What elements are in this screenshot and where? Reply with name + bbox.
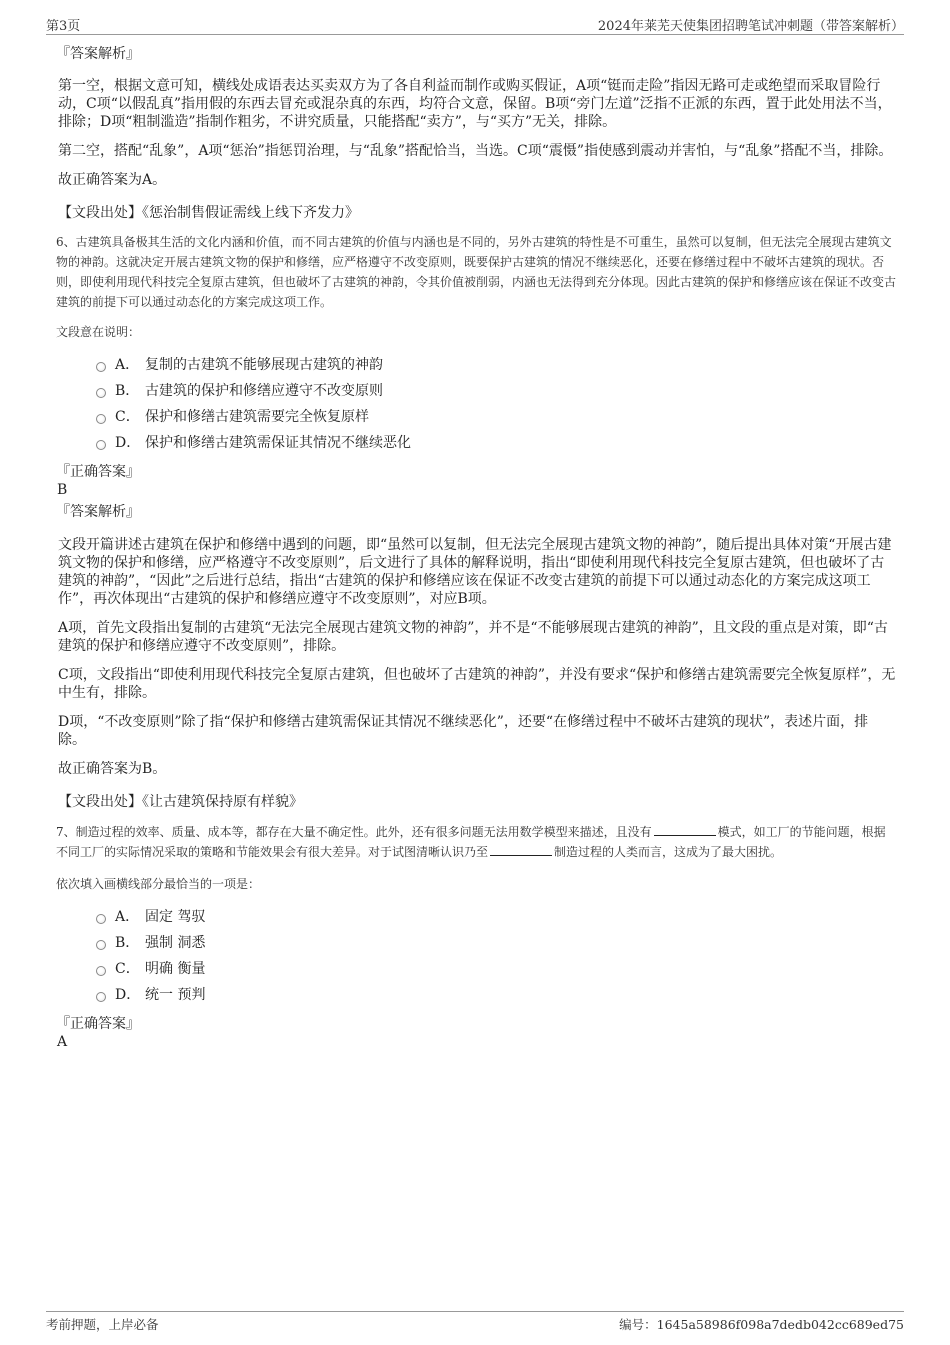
question-prompt: 文段意在说明： <box>56 325 141 339</box>
correct-answer: A <box>57 1034 68 1050</box>
radio-icon[interactable] <box>96 914 106 924</box>
option-c[interactable] <box>96 956 896 982</box>
stem-text: 7、制造过程的效率、质量、成本等，都存在大量不确定性。此外，还有很多问题无法用数学模型来描述，且没有 <box>56 825 652 839</box>
analysis-paragraph: 第二空，搭配“乱象”，A项“惩治”指惩罚治理，与“乱象”搭配恰当，当选。C项“震慑”指使感到震动并害怕，与“乱象”搭配不当，排除。 <box>58 143 893 159</box>
fill-blank <box>654 823 716 836</box>
document-serial: 编号：1645a58986f098a7dedb042cc689ed75 <box>619 1317 904 1332</box>
analysis-paragraph: 第一空，根据文意可知，横线处成语表达买卖双方为了各自利益而制作或购买假证，A项“铤而走险”指因无路可走或绝望而采取冒险行动，C项“以假乱真”指用假的东西去冒充或混杂真的东西，均符合文意，保留。B项“旁门左道”泛指不正派的东西，置于此处用法不当，排除；D项“粗制滥造”指制作粗劣，不讲究质量，只能搭配“卖方”，与“买方”无关，排除。 <box>58 78 892 130</box>
radio-icon[interactable] <box>96 388 106 398</box>
option-text: 复制的古建筑不能够展现古建筑的神韵 <box>145 357 383 373</box>
passage-source: 【文段出处】《让古建筑保持原有样貌》 <box>58 794 303 810</box>
option-d[interactable] <box>96 430 896 456</box>
stem-text: 制造过程的人类而言，这成为了最大困扰。 <box>554 845 783 859</box>
page-number: 第3页 <box>46 19 81 34</box>
radio-icon[interactable] <box>96 992 106 1002</box>
page-content <box>56 44 896 1050</box>
question-prompt: 依次填入画横线部分最恰当的一项是： <box>56 877 261 891</box>
radio-icon[interactable] <box>96 440 106 450</box>
radio-icon[interactable] <box>96 966 106 976</box>
option-list <box>96 904 896 1008</box>
question-stem: 6、古建筑具备极其生活的文化内涵和价值，而不同古建筑的价值与内涵也是不同的，另外古建筑的特性是不可重生，虽然可以复制，但无法完全展现古建筑文物的神韵。这就决定开展古建筑文物的保护和修缮，应严格遵守不改变原则，既要保护古建筑的情况不继续恶化，还要在修缮过程中不破坏古建筑的现状。否则，即使利用现代科技完全复原古建筑，但也破坏了古建筑的神韵，令其价值被削弱，内涵也无法得到充分体现。因此古建筑的保护和修缮应该在保证不改变古建筑的前提下可以通过动态化的方案完成这项工作。 <box>56 235 897 309</box>
analysis-conclusion: 故正确答案为B。 <box>58 761 167 777</box>
option-b[interactable] <box>96 930 896 956</box>
option-letter: D． <box>115 987 141 1003</box>
analysis-paragraph: C项，文段指出“即使利用现代科技完全复原古建筑，但也破坏了古建筑的神韵”，并没有要求“保护和修缮古建筑需要完全恢复原样”，无中生有，排除。 <box>58 667 896 701</box>
correct-answer-label: 『正确答案』 <box>56 1016 140 1032</box>
fill-blank <box>490 843 552 856</box>
passage-source: 【文段出处】《惩治制售假证需线上线下齐发力》 <box>58 205 359 221</box>
option-letter: C． <box>115 961 140 977</box>
option-text: 强制 洞悉 <box>145 935 206 951</box>
radio-icon[interactable] <box>96 940 106 950</box>
analysis-label: 『答案解析』 <box>56 46 140 62</box>
option-text: 保护和修缮古建筑需要完全恢复原样 <box>145 409 369 425</box>
page-header <box>46 14 904 35</box>
option-c[interactable] <box>96 404 896 430</box>
option-text: 统一 预判 <box>145 987 206 1003</box>
analysis-conclusion: 故正确答案为A。 <box>58 172 167 188</box>
option-text: 古建筑的保护和修缮应遵守不改变原则 <box>145 383 383 399</box>
correct-answer-label: 『正确答案』 <box>56 464 140 480</box>
option-text: 保护和修缮古建筑需保证其情况不继续恶化 <box>145 435 411 451</box>
option-text: 固定 驾驭 <box>145 909 206 925</box>
footer-slogan: 考前押题，上岸必备 <box>46 1317 159 1332</box>
option-letter: A． <box>115 357 140 373</box>
correct-answer: B <box>57 482 68 498</box>
option-b[interactable] <box>96 378 896 404</box>
analysis-paragraph: A项，首先文段指出复制的古建筑“无法完全展现古建筑文物的神韵”，并不是“不能够展现古建筑的神韵”，且文段的重点是对策，即“古建筑的保护和修缮应遵守不改变原则”，排除。 <box>58 620 888 654</box>
option-a[interactable] <box>96 352 896 378</box>
analysis-label: 『答案解析』 <box>56 504 140 520</box>
document-title: 2024年莱芜天使集团招聘笔试冲刺题（带答案解析） <box>597 19 904 34</box>
option-letter: C． <box>115 409 140 425</box>
option-letter: B． <box>115 935 140 951</box>
stem-text: 模式，如工厂的节能问题，根据不同工厂的实际情况采取的策略和节能效果会有很大差异。对于试图清晰认识乃至 <box>56 825 886 859</box>
option-a[interactable] <box>96 904 896 930</box>
option-list <box>96 352 896 456</box>
option-letter: D． <box>115 435 141 451</box>
option-text: 明确 衡量 <box>145 961 206 977</box>
option-letter: B． <box>115 383 140 399</box>
option-letter: A． <box>115 909 140 925</box>
radio-icon[interactable] <box>96 362 106 372</box>
analysis-paragraph: D项，“不改变原则”除了指“保护和修缮古建筑需保证其情况不继续恶化”，还要“在修缮过程中不破坏古建筑的现状”，表述片面，排除。 <box>58 714 869 748</box>
analysis-paragraph: 文段开篇讲述古建筑在保护和修缮中遇到的问题，即“虽然可以复制，但无法完全展现古建筑文物的神韵”，随后提出具体对策“开展古建筑文物的保护和修缮，应严格遵守不改变原则”，后文进行了具体的解释说明，指出“即使利用现代科技完全复原古建筑，但也破坏了古建筑的神韵”，“因此”之后进行总结，指出“古建筑的保护和修缮应该在保证不改变古建筑的前提下可以通过动态化的方案完成这项工作”，再次体现出“古建筑的保护和修缮应遵守不改变原则”，对应B项。 <box>58 537 892 607</box>
radio-icon[interactable] <box>96 414 106 424</box>
page-footer <box>46 1311 904 1333</box>
option-d[interactable] <box>96 982 896 1008</box>
question-stem <box>56 822 896 862</box>
